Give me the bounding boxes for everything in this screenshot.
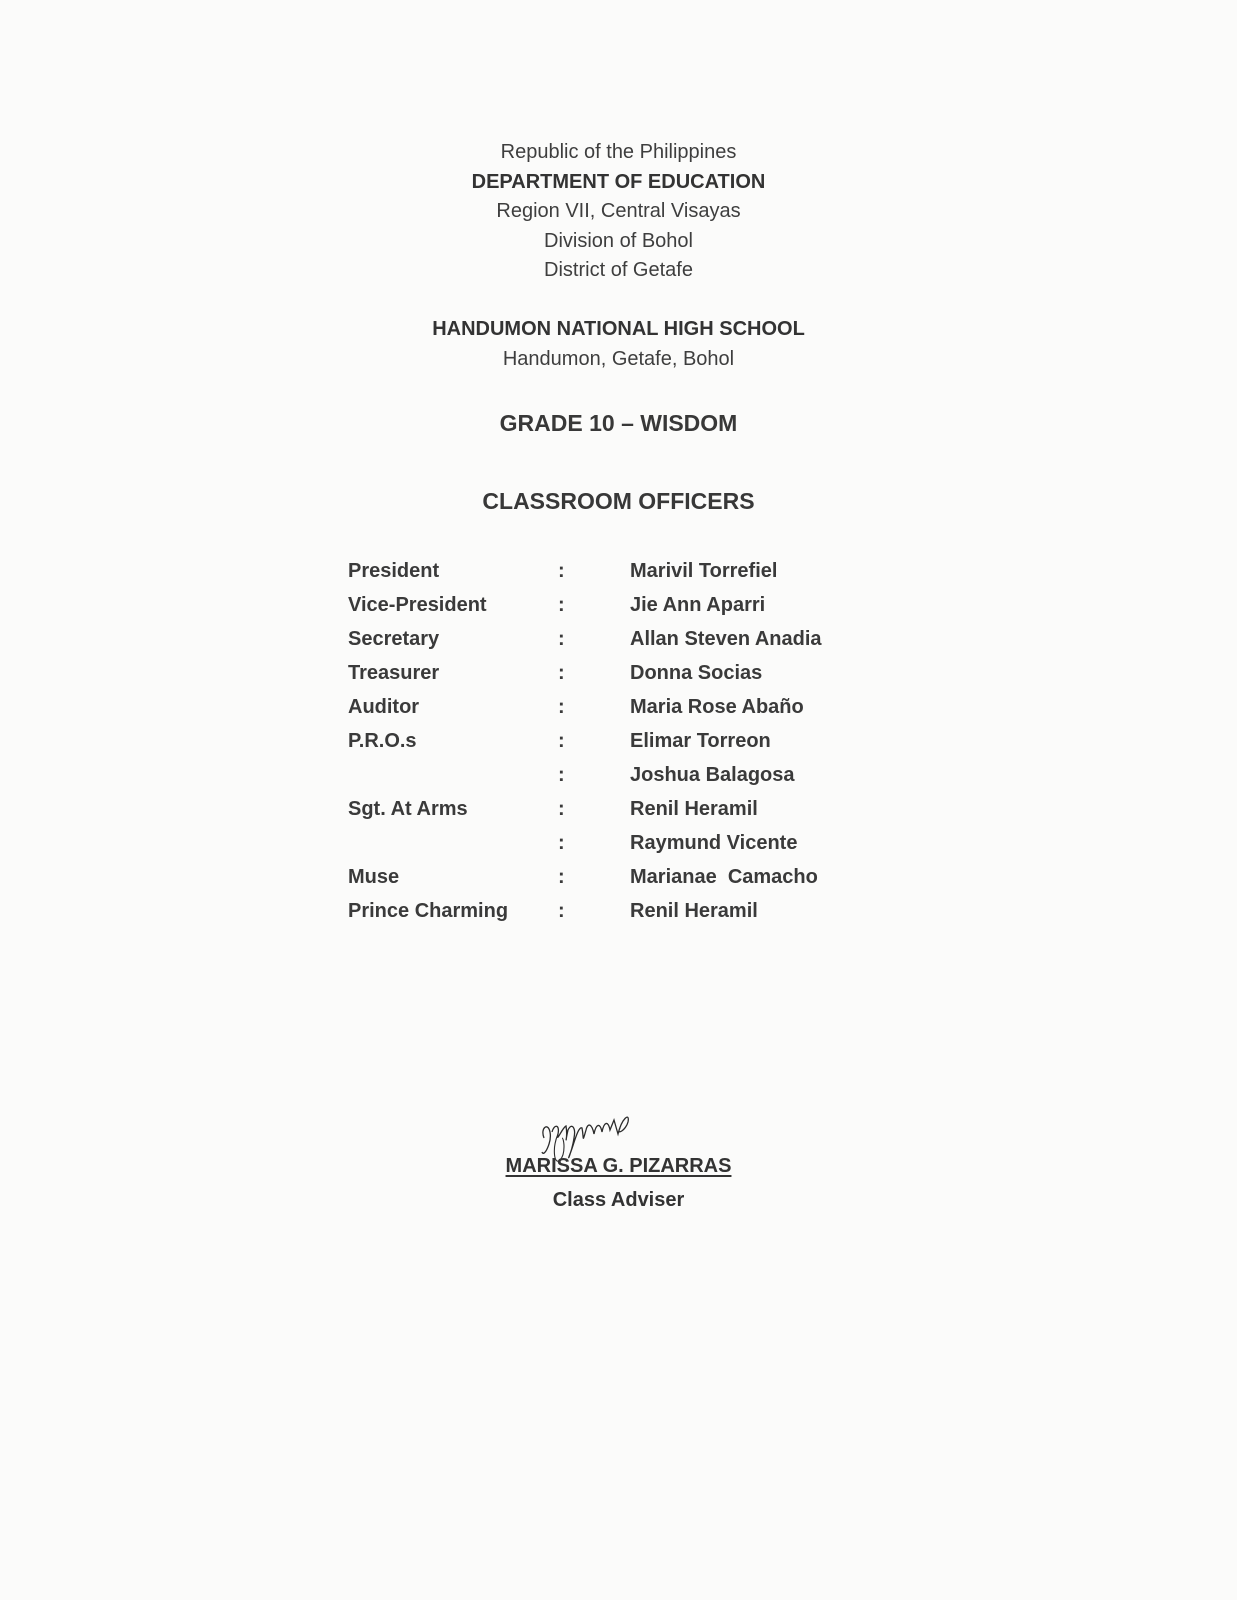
officer-position: Secretary bbox=[348, 628, 440, 650]
region-line: Region VII, Central Visayas bbox=[496, 200, 741, 222]
department-line: DEPARTMENT OF EDUCATION bbox=[471, 170, 766, 193]
separator: : bbox=[558, 730, 565, 752]
officer-position: Vice-President bbox=[348, 594, 487, 616]
adviser-name bbox=[0, 1155, 1237, 1178]
adviser-title: Class Adviser bbox=[552, 1189, 685, 1211]
officer-name: Joshua Balagosa bbox=[630, 764, 795, 786]
officer-position: Auditor bbox=[348, 696, 420, 718]
officer-name: Raymund Vicente bbox=[630, 832, 798, 854]
officer-name: Renil Heramil bbox=[630, 798, 758, 820]
officer-position: President bbox=[348, 560, 440, 582]
adviser-name-text: MARISSA G. PIZARRAS bbox=[505, 1155, 732, 1177]
officer-name: Elimar Torreon bbox=[630, 730, 771, 752]
separator: : bbox=[558, 594, 565, 616]
separator: : bbox=[558, 798, 565, 820]
separator: : bbox=[558, 662, 565, 684]
officer-name: Marianae Camacho bbox=[630, 866, 818, 888]
division-line: Division of Bohol bbox=[544, 229, 693, 252]
district-line: District of Getafe bbox=[544, 259, 693, 281]
republic-line: Republic of the Philippines bbox=[500, 141, 737, 163]
officer-name: Donna Socias bbox=[630, 662, 763, 684]
separator: : bbox=[558, 560, 565, 582]
officer-position: Treasurer bbox=[348, 662, 440, 684]
officer-name: Maria Rose Abaño bbox=[630, 696, 804, 718]
officer-name: Jie Ann Aparri bbox=[630, 594, 766, 616]
officer-position: P.R.O.s bbox=[348, 730, 417, 752]
separator: : bbox=[558, 628, 565, 650]
separator: : bbox=[558, 696, 565, 718]
separator: : bbox=[558, 832, 565, 854]
school-address: Handumon, Getafe, Bohol bbox=[502, 348, 735, 370]
school-name: HANDUMON NATIONAL HIGH SCHOOL bbox=[432, 318, 805, 340]
separator: : bbox=[558, 900, 565, 922]
document-title: CLASSROOM OFFICERS bbox=[482, 488, 755, 514]
officer-name: Allan Steven Anadia bbox=[630, 628, 822, 650]
officer-position: Muse bbox=[348, 866, 400, 888]
officer-position: Prince Charming bbox=[348, 900, 509, 922]
officer-position: Sgt. At Arms bbox=[348, 798, 468, 820]
separator: : bbox=[558, 866, 565, 888]
letterhead bbox=[0, 138, 1237, 286]
separator: : bbox=[558, 764, 565, 786]
grade-section-heading: GRADE 10 – WISDOM bbox=[499, 410, 738, 436]
officer-name: Marivil Torrefiel bbox=[630, 560, 778, 582]
officer-name: Renil Heramil bbox=[630, 900, 758, 922]
school-block bbox=[0, 314, 1237, 374]
